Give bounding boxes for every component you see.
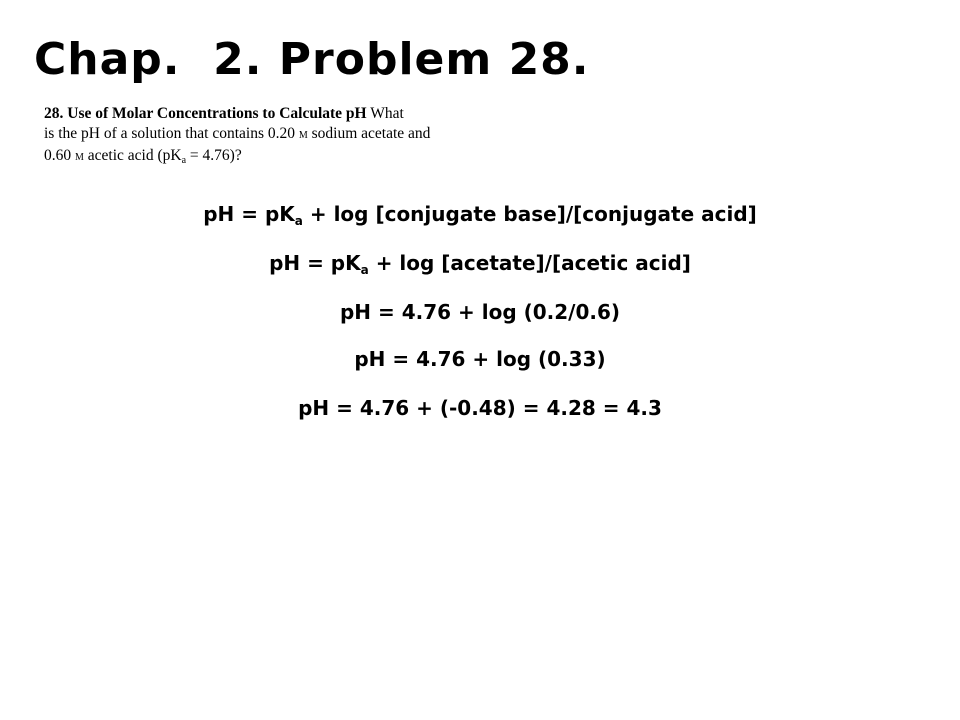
molar-unit: M <box>298 130 308 141</box>
slide-title: Chap. 2. Problem 28. <box>34 34 590 85</box>
equation-5: pH = 4.76 + (-0.48) = 4.28 = 4.3 <box>298 396 662 420</box>
problem-text-3b: acetic acid (pK <box>83 147 182 164</box>
problem-line-1 <box>44 104 504 124</box>
pka-subscript: a <box>181 155 187 166</box>
equation-2 <box>0 251 960 277</box>
equation-1-subscript: a <box>294 214 303 228</box>
problem-number: 28. <box>44 105 64 122</box>
problem-text-2a: is the pH of a solution that contains 0.20 <box>44 125 299 142</box>
problem-text-3a: 0.60 <box>44 147 75 164</box>
problem-line-2 <box>44 124 504 146</box>
equation-1-pre: pH = pK <box>203 202 295 226</box>
equation-1-post: + log [conjugate base]/[conjugate acid] <box>302 202 757 226</box>
equation-1 <box>0 202 960 228</box>
problem-line-3 <box>44 146 504 171</box>
equation-2-post: + log [acetate]/[acetic acid] <box>368 251 691 275</box>
problem-text-2b: sodium acetate and <box>307 125 431 142</box>
molar-unit: M <box>75 152 84 163</box>
problem-text-1: What <box>366 105 404 122</box>
problem-statement <box>44 104 504 171</box>
equation-4: pH = 4.76 + log (0.33) <box>354 347 606 371</box>
problem-text-3c: = 4.76)? <box>186 147 242 164</box>
equation-2-subscript: a <box>360 263 369 277</box>
equation-2-pre: pH = pK <box>269 251 361 275</box>
problem-heading: Use of Molar Concentrations to Calculate pH <box>67 105 367 122</box>
equation-3: pH = 4.76 + log (0.2/0.6) <box>339 300 621 324</box>
